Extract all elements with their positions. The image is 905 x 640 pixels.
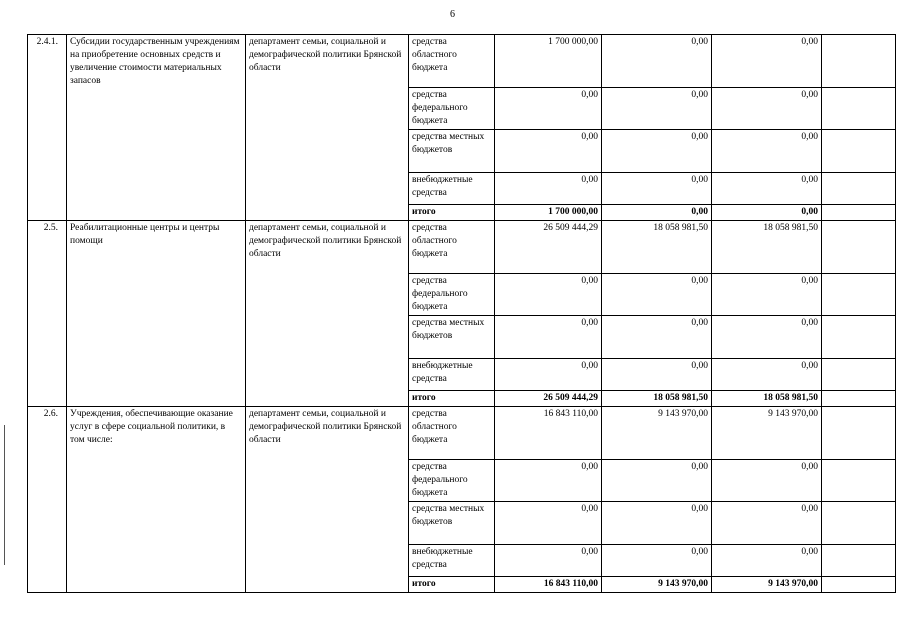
amount-cell: 0,00 [712,359,822,391]
table-row [28,221,896,274]
page-number: 6 [450,9,455,20]
empty-cell [822,130,896,173]
amount-cell: 0,00 [495,316,602,359]
empty-cell [822,359,896,391]
amount-cell: 0,00 [712,88,822,130]
amount-cell: 0,00 [712,316,822,359]
amount-cell: 26 509 444,29 [495,221,602,274]
amount-cell: 0,00 [602,545,712,577]
funding-source: итого [409,205,495,221]
amount-cell: 0,00 [602,460,712,502]
empty-cell [822,316,896,359]
amount-cell: 1 700 000,00 [495,35,602,88]
amount-cell: 0,00 [712,502,822,545]
amount-cell: 0,00 [602,88,712,130]
amount-cell: 9 143 970,00 [712,407,822,460]
amount-cell: 9 143 970,00 [602,577,712,593]
amount-cell: 0,00 [495,502,602,545]
row-code: 2.4.1. [28,35,67,221]
funding-source: средства федерального бюджета [409,88,495,130]
empty-cell [822,391,896,407]
empty-cell [822,88,896,130]
empty-cell [822,35,896,88]
amount-cell: 0,00 [495,545,602,577]
amount-cell: 1 700 000,00 [495,205,602,221]
amount-cell: 0,00 [602,35,712,88]
amount-cell: 0,00 [712,205,822,221]
row-executor: департамент семьи, социальной и демографической политики Брянской области [246,407,409,593]
amount-cell: 9 143 970,00 [712,577,822,593]
amount-cell: 0,00 [495,88,602,130]
funding-source: внебюджетные средства [409,545,495,577]
empty-cell [822,577,896,593]
amount-cell: 0,00 [495,173,602,205]
funding-source: внебюджетные средства [409,173,495,205]
amount-cell: 9 143 970,00 [602,407,712,460]
amount-cell: 0,00 [602,316,712,359]
empty-cell [822,173,896,205]
amount-cell: 0,00 [495,274,602,316]
amount-cell: 26 509 444,29 [495,391,602,407]
row-name: Субсидии государственным учреждениям на приобретение основных средств и увеличение стоимости материальных запасов [67,35,246,221]
empty-cell [822,545,896,577]
amount-cell: 0,00 [602,502,712,545]
empty-cell [822,407,896,460]
amount-cell: 0,00 [712,460,822,502]
row-executor: департамент семьи, социальной и демографической политики Брянской области [246,35,409,221]
funding-source: средства областного бюджета [409,35,495,88]
amount-cell: 16 843 110,00 [495,577,602,593]
amount-cell: 0,00 [602,359,712,391]
budget-table [27,34,896,593]
amount-cell: 18 058 981,50 [712,391,822,407]
row-code: 2.6. [28,407,67,593]
table-row [28,35,896,88]
amount-cell: 0,00 [495,130,602,173]
funding-source: средства местных бюджетов [409,316,495,359]
amount-cell: 0,00 [712,130,822,173]
amount-cell: 0,00 [712,545,822,577]
empty-cell [822,221,896,274]
amount-cell: 0,00 [602,205,712,221]
empty-cell [822,460,896,502]
row-code: 2.5. [28,221,67,407]
amount-cell: 0,00 [602,130,712,173]
funding-source: средства областного бюджета [409,221,495,274]
amount-cell: 0,00 [712,274,822,316]
funding-source: средства местных бюджетов [409,130,495,173]
funding-source: итого [409,577,495,593]
amount-cell: 18 058 981,50 [712,221,822,274]
empty-cell [822,502,896,545]
table-row [28,407,896,460]
amount-cell: 16 843 110,00 [495,407,602,460]
amount-cell: 18 058 981,50 [602,221,712,274]
funding-source: средства федерального бюджета [409,460,495,502]
amount-cell: 0,00 [602,173,712,205]
amount-cell: 0,00 [602,274,712,316]
amount-cell: 0,00 [495,359,602,391]
funding-source: средства местных бюджетов [409,502,495,545]
funding-source: средства федерального бюджета [409,274,495,316]
funding-source: итого [409,391,495,407]
amount-cell: 0,00 [495,460,602,502]
row-executor: департамент семьи, социальной и демографической политики Брянской области [246,221,409,407]
empty-cell [822,274,896,316]
amount-cell: 0,00 [712,173,822,205]
amount-cell: 0,00 [712,35,822,88]
margin-line [4,425,5,565]
row-name: Учреждения, обеспечивающие оказание услуг в сфере социальной политики, в том числе: [67,407,246,593]
funding-source: средства областного бюджета [409,407,495,460]
funding-source: внебюджетные средства [409,359,495,391]
amount-cell: 18 058 981,50 [602,391,712,407]
row-name: Реабилитационные центры и центры помощи [67,221,246,407]
empty-cell [822,205,896,221]
